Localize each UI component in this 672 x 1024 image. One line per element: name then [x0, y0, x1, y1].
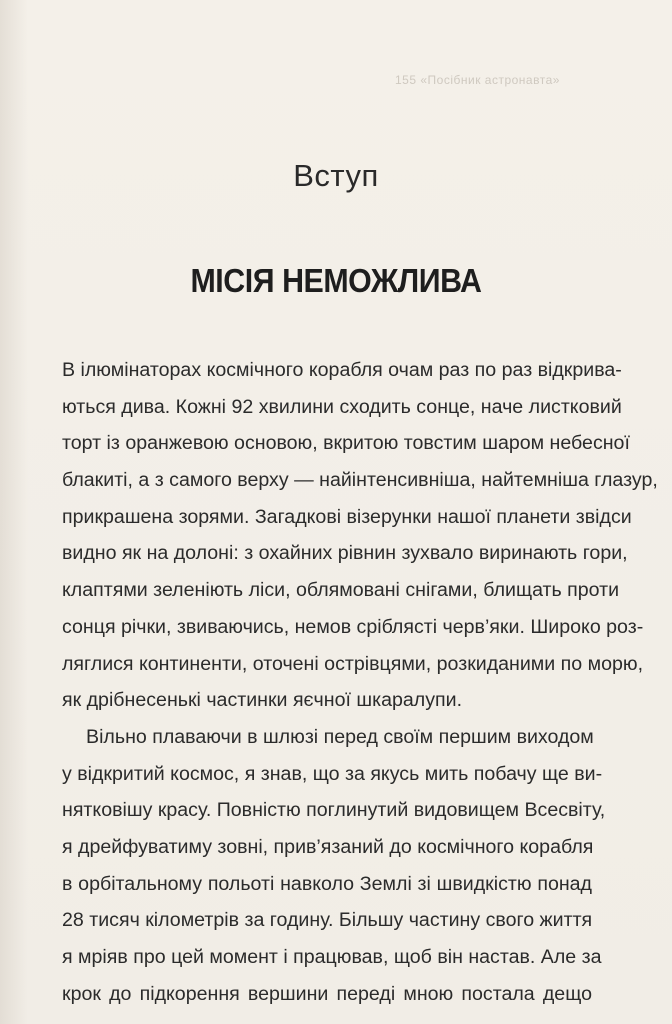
section-label: Вступ	[293, 158, 379, 193]
text-line: клаптями зеленіють ліси, облямовані снігами, блищать проти	[62, 579, 620, 602]
text-line: 28 тисяч кілометрів за годину. Більшу частину свого життя	[62, 909, 593, 932]
text-line: крок до підкорення вершини переді мною постала дещо	[62, 982, 592, 1005]
body-text	[62, 352, 658, 1012]
text-line: блакиті, а з самого верху — найінтенсивніша, найтемніша глазур,	[62, 469, 658, 492]
text-line: нятковішу красу. Повністю поглинутий видовищем Всесвіту,	[62, 799, 606, 822]
text-line: торт із оранжевою основою, вкритою товстим шаром небесної	[62, 432, 630, 455]
text-line: в орбітальному польоті навколо Землі зі швидкістю понад	[62, 872, 592, 895]
bleed-through-header: 155 «Посібник астронавта»	[395, 73, 560, 87]
text-line: ляглися континенти, оточені острівцями, розкиданими по морю,	[62, 652, 644, 675]
text-line: як дрібнесенькі частинки яєчної шкаралупи.	[62, 689, 463, 712]
text-line: у відкритий космос, я знав, що за якусь мить побачу ще ви-	[62, 762, 603, 785]
text-line: я дрейфуватиму зовні, прив’язаний до космічного корабля	[62, 835, 594, 858]
text-line: ються дива. Кожні 92 хвилини сходить сонце, наче листковий	[62, 395, 622, 418]
text-line: прикрашена зорями. Загадкові візерунки нашої планети звідси	[62, 505, 632, 528]
text-line: я мріяв про цей момент і працював, щоб він настав. Але за	[62, 946, 602, 968]
chapter-title: МІСІЯ НЕМОЖЛИВА	[190, 262, 482, 299]
paragraph-1	[62, 352, 658, 719]
text-line: В ілюмінаторах космічного корабля очам раз по раз відкрива-	[62, 359, 622, 381]
text-line: сонця річки, звиваючись, немов сріблясті черв’яки. Широко роз-	[62, 615, 644, 638]
text-line: видно як на долоні: з охайних рівнин зухвало виринають гори,	[62, 542, 628, 565]
text-line: Вільно плаваючи в шлюзі перед своїм першим виходом	[86, 725, 594, 748]
paragraph-2	[62, 719, 606, 1013]
